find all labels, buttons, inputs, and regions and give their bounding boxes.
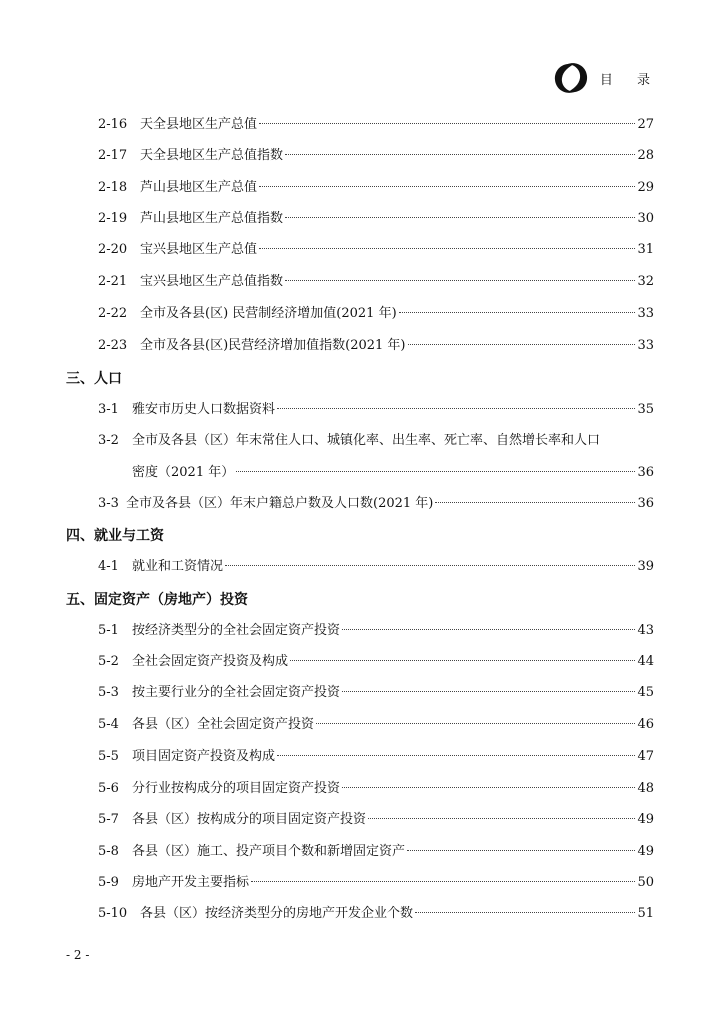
entry-title: 项目固定资产投资及构成 — [132, 749, 276, 764]
toc-entry[interactable] — [98, 621, 654, 641]
leader-dots — [342, 629, 635, 630]
entry-title: 全市及各县（区）年末户籍总户数及人口数(2021 年) — [126, 496, 434, 511]
entry-page: 30 — [637, 211, 654, 226]
leader-dots — [285, 154, 635, 155]
entry-title: 各县（区）全社会固定资产投资 — [132, 717, 315, 732]
entry-number: 2-21 — [98, 274, 128, 289]
leader-dots — [435, 502, 635, 503]
entry-number: 5-6 — [98, 781, 119, 796]
toc-entry[interactable] — [98, 715, 654, 735]
entry-number: 5-1 — [98, 623, 119, 638]
toc-entry[interactable] — [98, 240, 654, 260]
leader-dots — [225, 565, 635, 566]
toc-entry[interactable] — [98, 842, 654, 862]
entry-page: 31 — [637, 242, 654, 257]
toc-entry[interactable] — [98, 873, 654, 893]
toc-entry[interactable] — [98, 652, 654, 672]
leader-dots — [277, 408, 635, 409]
entry-page: 33 — [637, 306, 654, 321]
entry-page: 32 — [637, 274, 654, 289]
entry-title: 天全县地区生产总值 — [140, 117, 258, 132]
toc-entry[interactable] — [98, 683, 654, 703]
entry-number: 2-18 — [98, 180, 128, 195]
leader-dots — [285, 217, 635, 218]
entry-number: 5-5 — [98, 749, 119, 764]
entry-title: 芦山县地区生产总值 — [140, 180, 258, 195]
entry-title: 全社会固定资产投资及构成 — [132, 654, 289, 669]
entry-title: 宝兴县地区生产总值 — [140, 242, 258, 257]
section-heading-fixed-assets: 五、固定资产（房地产）投资 — [66, 592, 248, 608]
leader-dots — [342, 691, 635, 692]
entry-number: 5-2 — [98, 654, 119, 669]
toc-entry[interactable] — [98, 904, 654, 924]
entry-page: 29 — [637, 180, 654, 195]
leader-dots — [259, 123, 635, 124]
leader-dots — [368, 818, 635, 819]
entry-number: 2-16 — [98, 117, 128, 132]
page-header — [552, 58, 660, 98]
entry-number: 2-20 — [98, 242, 128, 257]
entry-number: 2-19 — [98, 211, 128, 226]
toc-entry[interactable] — [98, 557, 654, 577]
entry-title: 各县（区）按构成分的项目固定资产投资 — [132, 812, 367, 827]
toc-entry-continuation[interactable] — [132, 463, 654, 483]
page-number: - 2 - — [66, 948, 90, 962]
leader-dots — [399, 312, 636, 313]
leader-dots — [290, 660, 635, 661]
entry-title: 全市及各县(区)民营经济增加值指数(2021 年) — [140, 338, 406, 353]
leader-dots — [316, 723, 635, 724]
entry-page: 44 — [637, 654, 654, 669]
entry-page: 36 — [637, 465, 654, 480]
entry-title-line1: 全市及各县（区）年末常住人口、城镇化率、出生率、死亡率、自然增长率和人口 — [132, 433, 601, 448]
toc-entry-multiline[interactable] — [98, 431, 654, 451]
entry-title: 雅安市历史人口数据资料 — [132, 402, 276, 417]
entry-number: 3-2 — [98, 433, 119, 448]
toc-entry[interactable] — [98, 272, 654, 292]
toc-entry[interactable] — [98, 209, 654, 229]
entry-page: 49 — [637, 812, 654, 827]
entry-number: 2-23 — [98, 338, 128, 353]
section-heading-employment: 四、就业与工资 — [66, 528, 164, 544]
entry-page: 27 — [637, 117, 654, 132]
entry-number: 3-1 — [98, 402, 119, 417]
toc-entry[interactable] — [98, 336, 654, 356]
header-title: 目 录 — [599, 72, 660, 88]
entry-title-line2: 密度（2021 年） — [132, 465, 235, 480]
entry-title: 天全县地区生产总值指数 — [140, 148, 284, 163]
toc-entry[interactable] — [98, 779, 654, 799]
leader-dots — [408, 344, 636, 345]
toc-entry[interactable] — [98, 146, 654, 166]
entry-title: 按经济类型分的全社会固定资产投资 — [132, 623, 341, 638]
entry-number: 5-8 — [98, 844, 119, 859]
entry-page: 46 — [637, 717, 654, 732]
entry-number: 5-4 — [98, 717, 119, 732]
entry-number: 5-3 — [98, 685, 119, 700]
leader-dots — [259, 248, 635, 249]
leader-dots — [259, 186, 635, 187]
leader-dots — [342, 787, 635, 788]
entry-number: 5-9 — [98, 875, 119, 890]
entry-number: 2-22 — [98, 306, 128, 321]
leader-dots — [285, 280, 635, 281]
entry-page: 49 — [637, 844, 654, 859]
leader-dots — [277, 755, 635, 756]
entry-page: 50 — [637, 875, 654, 890]
entry-page: 51 — [637, 906, 654, 921]
statistics-logo-icon — [552, 60, 590, 96]
entry-number: 3-3 — [98, 496, 119, 511]
entry-title: 按主要行业分的全社会固定资产投资 — [132, 685, 341, 700]
leader-dots — [407, 850, 635, 851]
toc-entry[interactable] — [98, 747, 654, 767]
entry-title: 芦山县地区生产总值指数 — [140, 211, 284, 226]
entry-page: 36 — [637, 496, 654, 511]
leader-dots — [415, 912, 635, 913]
entry-title: 各县（区）施工、投产项目个数和新增固定资产 — [132, 844, 406, 859]
entry-page: 28 — [637, 148, 654, 163]
leader-dots — [251, 881, 635, 882]
entry-title: 各县（区）按经济类型分的房地产开发企业个数 — [140, 906, 414, 921]
entry-title: 分行业按构成分的项目固定资产投资 — [132, 781, 341, 796]
entry-title: 全市及各县(区) 民营制经济增加值(2021 年) — [140, 306, 397, 321]
entry-number: 5-7 — [98, 812, 119, 827]
toc-entry[interactable] — [98, 494, 654, 514]
toc-entry[interactable] — [98, 178, 654, 198]
toc-entry[interactable] — [98, 400, 654, 420]
entry-number: 2-17 — [98, 148, 128, 163]
toc-entry[interactable] — [98, 304, 654, 324]
entry-page: 35 — [637, 402, 654, 417]
entry-page: 48 — [637, 781, 654, 796]
entry-title: 就业和工资情况 — [132, 559, 224, 574]
leader-dots — [236, 471, 635, 472]
toc-entry[interactable] — [98, 810, 654, 830]
entry-number: 5-10 — [98, 906, 128, 921]
entry-page: 43 — [637, 623, 654, 638]
section-heading-population: 三、人口 — [66, 371, 122, 387]
entry-page: 39 — [637, 559, 654, 574]
entry-title: 房地产开发主要指标 — [132, 875, 250, 890]
toc-entry[interactable] — [98, 115, 654, 135]
entry-number: 4-1 — [98, 559, 119, 574]
entry-page: 47 — [637, 749, 654, 764]
entry-page: 45 — [637, 685, 654, 700]
entry-title: 宝兴县地区生产总值指数 — [140, 274, 284, 289]
entry-page: 33 — [637, 338, 654, 353]
